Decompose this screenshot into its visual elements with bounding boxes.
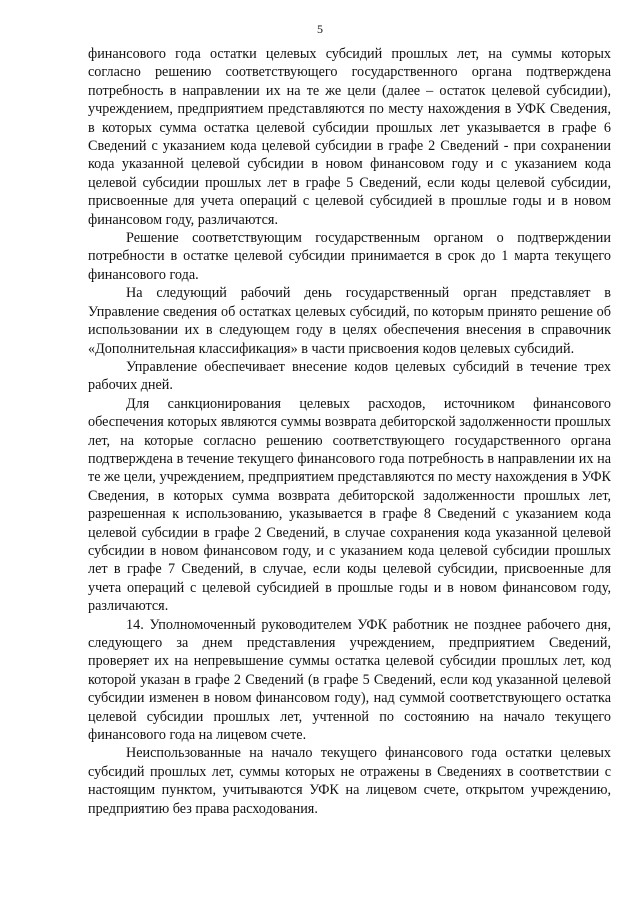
paragraph-item-14: 14. Уполномоченный руководителем УФК работник не позднее рабочего дня, следующего за днем представления учреждением, предприятием Сведений, проверяет их на непревышение суммы остатка целевой субсидии прошлых лет, код которой указан в графе 2 Сведений (в графе 5 Сведений, если код указанной целевой субсидии изменен в новом финансовом году), над суммой соответствующего остатка целевой субсидии прошлых лет, учтенной по состоянию на начало текущего финансового года на лицевом счете. <box>88 616 611 744</box>
paragraph: Решение соответствующим государственным органом о подтверждении потребности в остатке целевой субсидии принимается в срок до 1 марта текущего финансового года. <box>88 230 611 283</box>
paragraph: Управление обеспечивает внесение кодов целевых субсидий в течение трех рабочих дней. <box>88 358 611 394</box>
paragraph-continuation: финансового года остатки целевых субсидий прошлых лет, на суммы которых согласно решению соответствующего государственного органа подтверждена потребность в направлении их на те же цели (далее – остаток целевой субсидии), учреждением, предприятием представляются по месту нахождения в УФК Сведения, в которых сумма остатка целевой субсидии прошлых лет указывается в графе 6 Сведений с указанием кода целевой субсидии в графе 2 Сведений - при сохранении кода указанной целевой субсидии в новом финансовом году и с указанием кода целевой субсидии прошлых лет в графе 5 Сведений, если коды целевой субсидии, присвоенные для учета операций с целевой субсидией в прошлые годы и в новом финансовом году, различаются. <box>88 46 611 228</box>
paragraph: На следующий рабочий день государственный орган представляет в Управление сведения об остатках целевых субсидий, по которым принято решение об использовании их в следующем году в целях обеспечения внесения в справочник «Дополнительная классификация» в части присвоения кодов целевых субсидий. <box>88 285 611 357</box>
paragraph: Для санкционирования целевых расходов, источником финансового обеспечения которых являются суммы возврата дебиторской задолженности прошлых лет, на которые согласно решению соответствующего государственного органа подтверждена в течение текущего финансового года потребность в направлении их на те же цели, учреждением, предприятием представляются по месту нахождения в УФК Сведения, в которых сумма возврата дебиторской задолженности прошлых лет, разрешенная к использованию, указывается в графе 8 Сведений с указанием кода целевой субсидии в графе 2 Сведений, в случае сохранения кода указанной целевой субсидии в новом финансовом году, и с указанием кода целевой субсидии прошлых лет в графе 7 Сведений, в случае, если коды целевой субсидии, присвоенные для учета операций с целевой субсидией в прошлые годы и в новом финансовом году, различаются. <box>88 395 611 615</box>
paragraph: Неиспользованные на начало текущего финансового года остатки целевых субсидий прошлых лет, суммы которых не отражены в Сведениях в соответствии с настоящим пунктом, учитываются УФК на лицевом счете, открытом учреждению, предприятию без права расходования. <box>88 745 611 817</box>
page-number: 5 <box>317 22 323 36</box>
document-body <box>88 45 611 818</box>
